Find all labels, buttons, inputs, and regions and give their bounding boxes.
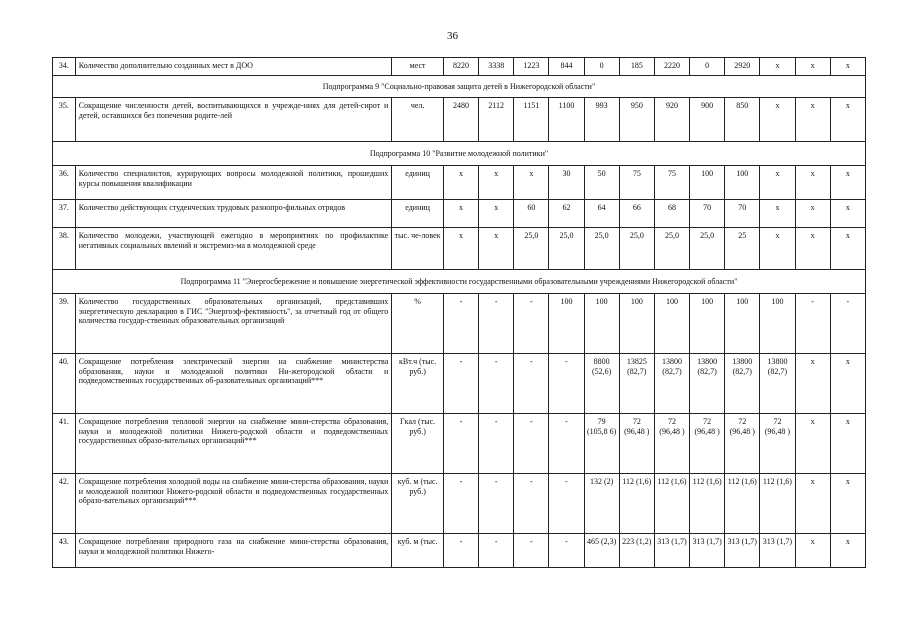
- value-cell: x: [479, 200, 514, 228]
- value-cell: 8220: [443, 58, 478, 76]
- value-cell: 112 (1,6): [760, 474, 795, 534]
- value-cell: 100: [619, 294, 654, 354]
- row-number: 43.: [53, 534, 76, 568]
- value-cell: -: [514, 534, 549, 568]
- value-cell: 313 (1,7): [690, 534, 725, 568]
- value-cell: x: [830, 534, 865, 568]
- value-cell: -: [795, 294, 830, 354]
- unit-cell: мест: [392, 58, 444, 76]
- value-cell: -: [479, 534, 514, 568]
- value-cell: 993: [584, 98, 619, 142]
- value-cell: x: [795, 200, 830, 228]
- value-cell: x: [830, 474, 865, 534]
- value-cell: x: [795, 354, 830, 414]
- value-cell: -: [479, 474, 514, 534]
- value-cell: -: [443, 414, 478, 474]
- value-cell: 72 (96,48 ): [760, 414, 795, 474]
- value-cell: x: [830, 200, 865, 228]
- value-cell: -: [443, 354, 478, 414]
- value-cell: 60: [514, 200, 549, 228]
- value-cell: -: [549, 354, 584, 414]
- value-cell: x: [830, 166, 865, 200]
- value-cell: x: [443, 228, 478, 270]
- row-number: 37.: [53, 200, 76, 228]
- value-cell: x: [760, 98, 795, 142]
- subprogram-title: Подпрограмма 9 "Социально-правовая защита детей в Нижегородской области": [53, 76, 866, 98]
- row-number: 40.: [53, 354, 76, 414]
- value-cell: 25,0: [619, 228, 654, 270]
- indicator-description: Количество государственных образовательных организаций, представивших энергетическую декларацию в ГИС "Энергоэф-фективность", за отчетный год от общего количества государ-ственных образовательных организаций: [75, 294, 392, 354]
- unit-cell: единиц: [392, 200, 444, 228]
- row-number: 42.: [53, 474, 76, 534]
- value-cell: 100: [690, 166, 725, 200]
- value-cell: 25: [725, 228, 760, 270]
- value-cell: 100: [549, 294, 584, 354]
- value-cell: x: [830, 228, 865, 270]
- value-cell: x: [760, 166, 795, 200]
- value-cell: 2480: [443, 98, 478, 142]
- value-cell: 185: [619, 58, 654, 76]
- value-cell: 313 (1,7): [760, 534, 795, 568]
- value-cell: 25,0: [690, 228, 725, 270]
- value-cell: x: [760, 228, 795, 270]
- unit-cell: тыс. че-ловек: [392, 228, 444, 270]
- row-number: 36.: [53, 166, 76, 200]
- value-cell: x: [830, 98, 865, 142]
- value-cell: x: [795, 534, 830, 568]
- value-cell: 2920: [725, 58, 760, 76]
- subprogram-row: [53, 270, 866, 294]
- subprogram-title: Подпрограмма 11 "Энергосбережение и повышение энергетической эффективности государственными образовательными учреждениями Нижегородской области": [53, 270, 866, 294]
- value-cell: 112 (1,6): [654, 474, 689, 534]
- value-cell: 13825 (82,7): [619, 354, 654, 414]
- value-cell: -: [443, 294, 478, 354]
- value-cell: 465 (2,3): [584, 534, 619, 568]
- row-number: 38.: [53, 228, 76, 270]
- value-cell: 70: [690, 200, 725, 228]
- value-cell: x: [795, 166, 830, 200]
- value-cell: 66: [619, 200, 654, 228]
- value-cell: x: [514, 166, 549, 200]
- value-cell: 13800 (82,7): [725, 354, 760, 414]
- row-number: 34.: [53, 58, 76, 76]
- value-cell: 25,0: [514, 228, 549, 270]
- subprogram-row: [53, 142, 866, 166]
- value-cell: 950: [619, 98, 654, 142]
- table-row: [53, 228, 866, 270]
- value-cell: -: [479, 294, 514, 354]
- unit-cell: единиц: [392, 166, 444, 200]
- value-cell: -: [514, 474, 549, 534]
- subprogram-row: [53, 76, 866, 98]
- value-cell: 850: [725, 98, 760, 142]
- value-cell: -: [549, 474, 584, 534]
- value-cell: x: [795, 228, 830, 270]
- unit-cell: Гкал (тыс. руб.): [392, 414, 444, 474]
- indicator-description: Сокращение потребления природного газа на снабжение мини-стерства образования, науки и молодежной политики Нижего-: [75, 534, 392, 568]
- table-row: [53, 474, 866, 534]
- value-cell: 112 (1,6): [619, 474, 654, 534]
- subprogram-title: Подпрограмма 10 "Развитие молодежной политики": [53, 142, 866, 166]
- indicator-description: Количество специалистов, курирующих вопросы молодежной политики, прошедших курсы повышения квалификации: [75, 166, 392, 200]
- value-cell: 70: [725, 200, 760, 228]
- value-cell: -: [443, 534, 478, 568]
- value-cell: x: [760, 200, 795, 228]
- table-row: [53, 414, 866, 474]
- value-cell: 2220: [654, 58, 689, 76]
- value-cell: -: [443, 474, 478, 534]
- value-cell: 3338: [479, 58, 514, 76]
- value-cell: x: [830, 414, 865, 474]
- indicator-description: Количество дополнительно созданных мест в ДОО: [75, 58, 392, 76]
- value-cell: 13800 (82,7): [654, 354, 689, 414]
- value-cell: -: [549, 534, 584, 568]
- value-cell: -: [549, 414, 584, 474]
- value-cell: x: [479, 228, 514, 270]
- value-cell: x: [830, 354, 865, 414]
- table-row: [53, 98, 866, 142]
- page-number: 36: [447, 30, 458, 42]
- value-cell: 8800 (52,6): [584, 354, 619, 414]
- value-cell: 112 (1,6): [690, 474, 725, 534]
- row-number: 39.: [53, 294, 76, 354]
- table-row: [53, 294, 866, 354]
- indicator-description: Количество молодежи, участвующей ежегодно в мероприятиях по профилактике негативных социальных явлений и экстремиз-ма в молодежной среде: [75, 228, 392, 270]
- value-cell: 112 (1,6): [725, 474, 760, 534]
- value-cell: 0: [584, 58, 619, 76]
- value-cell: 313 (1,7): [654, 534, 689, 568]
- value-cell: 75: [619, 166, 654, 200]
- value-cell: x: [795, 98, 830, 142]
- value-cell: 900: [690, 98, 725, 142]
- unit-cell: кВт.ч (тыс. руб.): [392, 354, 444, 414]
- value-cell: 100: [654, 294, 689, 354]
- value-cell: x: [830, 58, 865, 76]
- value-cell: 920: [654, 98, 689, 142]
- value-cell: 25,0: [584, 228, 619, 270]
- table-row: [53, 200, 866, 228]
- value-cell: -: [479, 414, 514, 474]
- value-cell: 2112: [479, 98, 514, 142]
- value-cell: x: [443, 166, 478, 200]
- table-row: [53, 58, 866, 76]
- value-cell: x: [443, 200, 478, 228]
- value-cell: 79 (105,8 6): [584, 414, 619, 474]
- row-number: 41.: [53, 414, 76, 474]
- value-cell: 75: [654, 166, 689, 200]
- value-cell: x: [760, 58, 795, 76]
- value-cell: 100: [725, 294, 760, 354]
- value-cell: 100: [584, 294, 619, 354]
- unit-cell: %: [392, 294, 444, 354]
- value-cell: 13800 (82,7): [760, 354, 795, 414]
- value-cell: 72 (96,48 ): [619, 414, 654, 474]
- value-cell: 72 (96,48 ): [725, 414, 760, 474]
- value-cell: 1151: [514, 98, 549, 142]
- row-number: 35.: [53, 98, 76, 142]
- value-cell: 132 (2): [584, 474, 619, 534]
- value-cell: -: [514, 294, 549, 354]
- unit-cell: чел.: [392, 98, 444, 142]
- value-cell: 1100: [549, 98, 584, 142]
- value-cell: x: [795, 414, 830, 474]
- value-cell: 100: [725, 166, 760, 200]
- indicator-description: Сокращение потребления тепловой энергии на снабжение мини-стерства образования, науки и молодежной политики Нижего-родской области и подведомственных государственных образо-вательных организаций***: [75, 414, 392, 474]
- indicator-description: Количество действующих студенческих трудовых разнопро-фильных отрядов: [75, 200, 392, 228]
- value-cell: -: [830, 294, 865, 354]
- value-cell: -: [514, 354, 549, 414]
- indicator-description: Сокращение численности детей, воспитывающихся в учрежде-ниях для детей-сирот и детей, оставшихся без попечения родите-лей: [75, 98, 392, 142]
- value-cell: 50: [584, 166, 619, 200]
- value-cell: 72 (96,48 ): [654, 414, 689, 474]
- value-cell: 13800 (82,7): [690, 354, 725, 414]
- value-cell: 25,0: [549, 228, 584, 270]
- unit-cell: куб. м (тыс. руб.): [392, 474, 444, 534]
- value-cell: -: [479, 354, 514, 414]
- value-cell: 30: [549, 166, 584, 200]
- indicators-table: [52, 57, 866, 568]
- value-cell: 64: [584, 200, 619, 228]
- value-cell: x: [795, 474, 830, 534]
- value-cell: x: [795, 58, 830, 76]
- value-cell: 223 (1,2): [619, 534, 654, 568]
- table-row: [53, 534, 866, 568]
- value-cell: -: [514, 414, 549, 474]
- value-cell: 72 (96,48 ): [690, 414, 725, 474]
- table-row: [53, 354, 866, 414]
- value-cell: 25,0: [654, 228, 689, 270]
- value-cell: 62: [549, 200, 584, 228]
- value-cell: x: [479, 166, 514, 200]
- value-cell: 1223: [514, 58, 549, 76]
- indicator-description: Сокращение потребления холодной воды на снабжение мини-стерства образования, науки и молодежной политики Нижего-родской области и подведомственных государственных образо-вательных организаций***: [75, 474, 392, 534]
- indicator-description: Сокращение потребления электрической энергии на снабжение министерства образования, науки и молодежной политики Ни-жегородской области и подведомственных государственных об-разовательных организаций***: [75, 354, 392, 414]
- value-cell: 844: [549, 58, 584, 76]
- value-cell: 313 (1,7): [725, 534, 760, 568]
- value-cell: 100: [760, 294, 795, 354]
- table-row: [53, 166, 866, 200]
- value-cell: 68: [654, 200, 689, 228]
- value-cell: 100: [690, 294, 725, 354]
- unit-cell: куб. м (тыс.: [392, 534, 444, 568]
- value-cell: 0: [690, 58, 725, 76]
